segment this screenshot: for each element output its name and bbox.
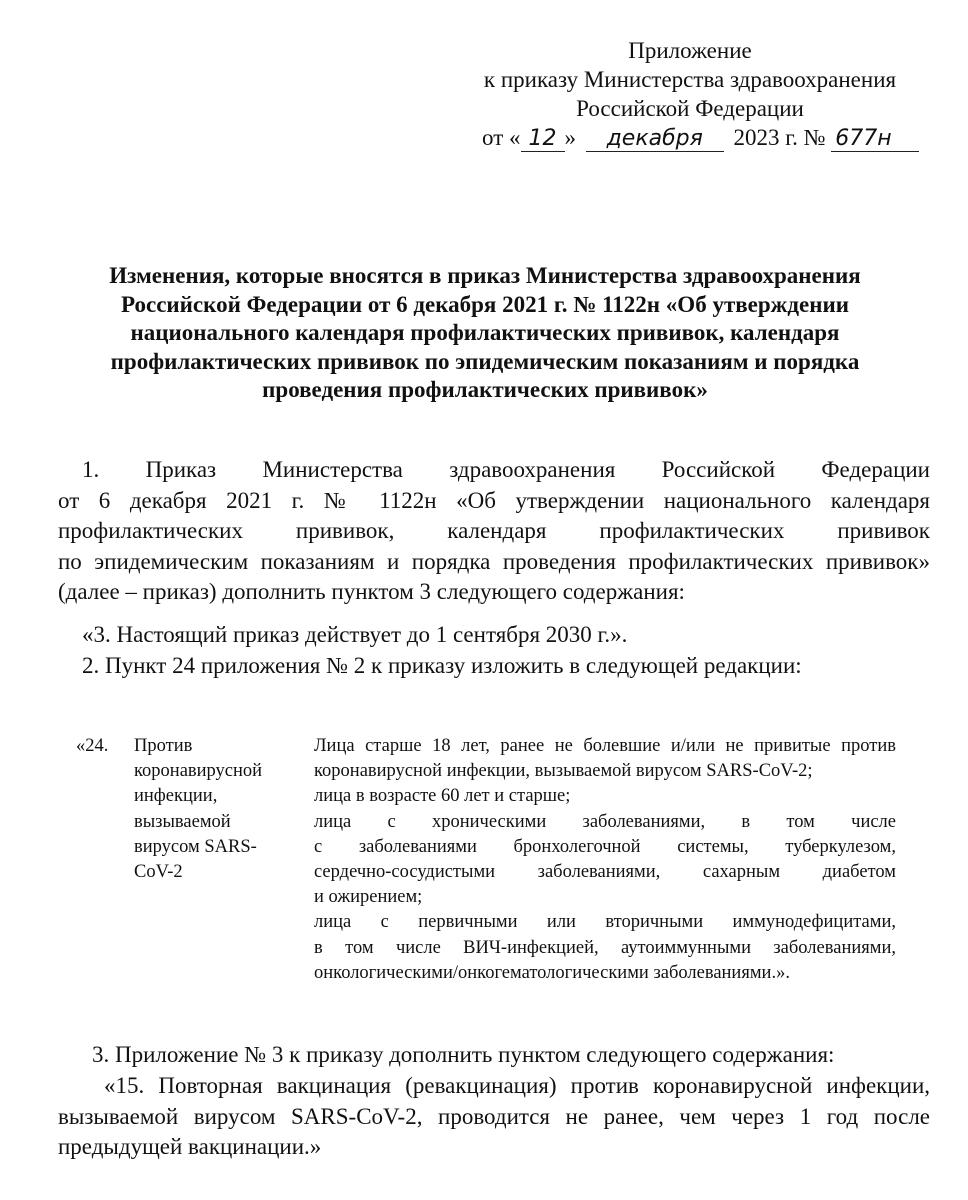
target-group-line: лица с первичными или вторичными иммунодефицитами, (314, 912, 896, 933)
date-prefix: от « (482, 125, 521, 150)
point-15-quote (58, 1071, 930, 1163)
title-line: Российской Федерации от 6 декабря 2021 г. № 1122н «Об утверждении (121, 291, 849, 317)
table-target-groups (314, 734, 896, 986)
date-year: 2023 г. № (733, 125, 826, 150)
target-group-line: онкологическими/онкогематологическими заболеваниями.». (314, 962, 790, 983)
table-row-number: «24. (76, 736, 109, 756)
header-appendix-label: Приложение (628, 38, 752, 63)
target-group-line: Лица старше 18 лет, ранее не болевшие и/или не привитые против (314, 736, 896, 756)
handwritten-month: декабря (586, 127, 724, 152)
point-15-line: вызываемой вирусом SARS-CoV-2, проводится не ранее, чем через 1 год после (58, 1103, 930, 1129)
infection-name-line: CoV-2 (134, 862, 183, 883)
target-group-line: коронавирусной инфекции, вызываемой вирусом SARS-CoV-2; (314, 761, 813, 782)
date-quote-close: » (564, 125, 576, 150)
infection-name-line: коронавирусной (134, 761, 263, 782)
header-country: Российской Федерации (576, 96, 804, 121)
target-group-line: в том числе ВИЧ-инфекцией, аутоиммунными заболеваниями, (314, 937, 896, 958)
handwritten-day: 12 (521, 127, 565, 152)
point-15-line: «15. Повторная вакцинация (ревакцинация) против коронавирусной инфекции, (104, 1073, 930, 1098)
title-line: Изменения, которые вносятся в приказ Министерства здравоохранения (109, 263, 861, 288)
point-1-line: от 6 декабря 2021 г. № 1122н «Об утверждении национального календаря (58, 487, 930, 513)
target-group-line: с заболеваниями бронхолегочной системы, туберкулезом, (314, 836, 896, 857)
point-1-line: профилактических прививок, календаря профилактических прививок (58, 518, 930, 543)
infection-name-line: вирусом SARS- (134, 836, 257, 857)
target-group-line: и ожирением; (314, 887, 423, 908)
target-group-line: сердечно-сосудистыми заболеваниями, сахарным диабетом (314, 862, 896, 883)
table-infection-name (134, 734, 284, 885)
header-date-line (482, 123, 919, 152)
title-line: профилактических прививок по эпидемическим показаниям и порядка (110, 348, 860, 374)
title-line: проведения профилактических прививок» (262, 377, 708, 402)
target-group-line: лица в возрасте 60 лет и старше; (314, 786, 571, 807)
header-order-ref: к приказу Министерства здравоохранения (483, 67, 897, 92)
point-1-line: 1. Приказ Министерства здравоохранения Российской Федерации (82, 457, 930, 482)
target-group-line: лица с хроническими заболеваниями, в том числе (314, 811, 896, 832)
point-1-line: по эпидемическим показаниям и порядка проведения профилактических прививок» (58, 548, 930, 574)
title-line: национального календаря профилактических прививок, календаря (130, 320, 840, 345)
point-1-line: (далее – приказ) дополнить пунктом 3 следующего содержания: (58, 579, 685, 604)
handwritten-order-number: 677н (831, 127, 919, 152)
point-15-line: предыдущей вакцинации.» (58, 1134, 322, 1159)
infection-name-line: Против (134, 736, 193, 756)
point-3: 3. Приложение № 3 к приказу дополнить пунктом следующего содержания: (92, 1042, 835, 1067)
infection-name-line: вызываемой (134, 811, 231, 832)
document-title (60, 262, 910, 405)
point-1 (58, 455, 930, 608)
point-1-quote: «3. Настоящий приказ действует до 1 сентября 2030 г.». (82, 622, 628, 647)
point-2: 2. Пункт 24 приложения № 2 к приказу изложить в следующей редакции: (82, 653, 802, 678)
infection-name-line: инфекции, (134, 786, 218, 807)
